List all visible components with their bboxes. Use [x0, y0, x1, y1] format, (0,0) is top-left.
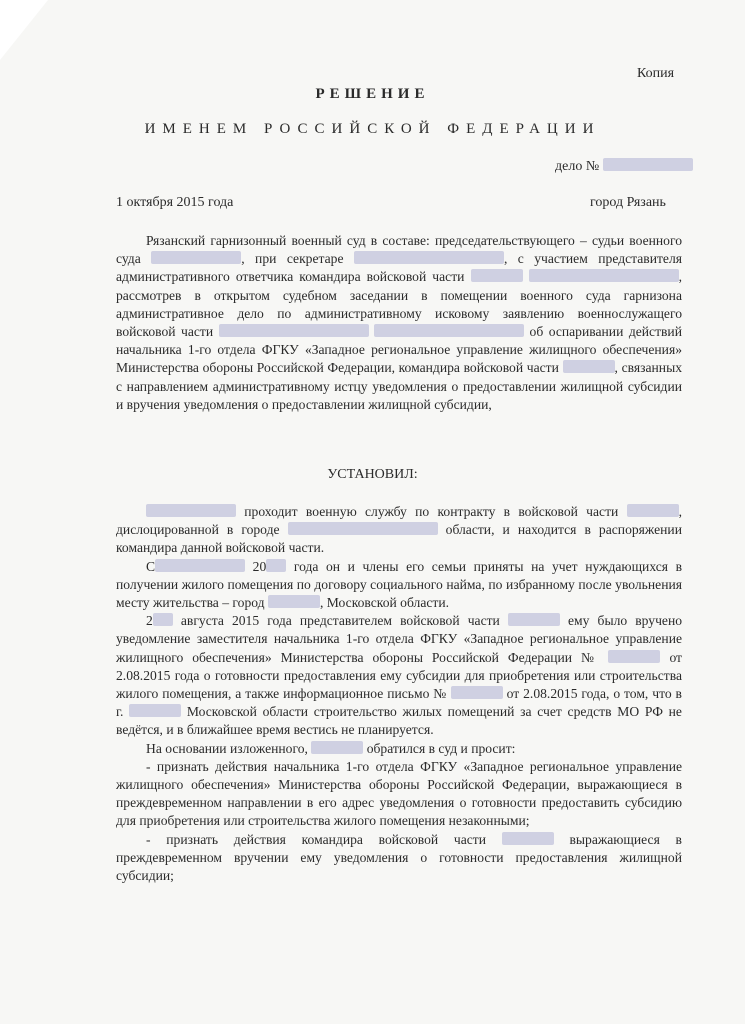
redaction — [146, 504, 236, 517]
folded-corner — [0, 0, 48, 60]
redaction — [266, 559, 286, 572]
redaction — [354, 251, 504, 264]
body-text — [116, 503, 682, 885]
paragraph: 2 августа 2015 года представителем войсковой части ему было вручено уведомление заместителя начальника 1-го отдела ФГКУ «Западное региональное управление жилищного обеспечения» Министерства обороны Российской Федерации № от 2.08.2015 года о готовности предоставления ему субсидии для приобретения или строительства жилого помещения, а также информационное письмо № от 2.08.2015 года, о том, что в г. Московской области строительство жилых помещений за счет средств МО РФ не ведётся, и в ближайшее время вестись не планируется. — [116, 613, 683, 738]
redaction — [608, 650, 660, 663]
intro-text: Рязанский гарнизонный военный суд в составе: председательствующего – судьи военного суда , при секретаре , с участием представителя административного ответчика командира войсковой части , рассмотрев в открытом судебном заседании в помещении военного суда гарнизона административное дело по административному исковому заявлению военнослужащего войсковой части об оспаривании действий начальника 1-го отдела ФГКУ «Западное региональное управление жилищного обеспечения» Министерства обороны Российской Федерации, командира войсковой части , связанных с направлением административному истцу уведомления о предоставлении жилищной субсидии и вручения уведомления о предоставлении жилищной субсидии, — [116, 233, 682, 412]
redaction — [451, 686, 503, 699]
redaction — [502, 832, 554, 845]
intro-paragraph — [116, 232, 682, 414]
redaction — [529, 269, 679, 282]
redaction — [627, 504, 679, 517]
paragraph: - признать действия командира войсковой части выражающиеся в преждевременном вручении ему уведомления о готовности предоставления жилищной субсидии; — [116, 831, 682, 884]
paragraph: На основании изложенного, обратился в суд и просит: — [146, 740, 516, 756]
document-title: РЕШЕНИЕ — [315, 86, 430, 102]
redaction — [129, 704, 181, 717]
decision-date: 1 октября 2015 года — [116, 195, 234, 210]
redaction — [155, 559, 245, 572]
document-subtitle: ИМЕНЕМ РОССИЙСКОЙ ФЕДЕРАЦИИ — [144, 121, 601, 137]
redaction — [603, 158, 693, 171]
redaction — [219, 324, 369, 337]
redaction — [153, 613, 173, 626]
section-heading: УСТАНОВИЛ: — [327, 467, 418, 482]
redaction — [151, 251, 241, 264]
paragraph: С 20 года он и члены его семьи приняты на учет нуждающихся в получении жилого помещения по договору социального найма, по избранному после увольнения месту жительства – город , Московской области. — [116, 558, 683, 611]
case-number — [555, 158, 693, 175]
redaction — [563, 360, 615, 373]
paragraph: - признать действия начальника 1-го отдела ФГКУ «Западное региональное управление жилищного обеспечения» Министерства обороны Российской Федерации, выражающиеся в преждевременном направлении в его адрес уведомления о готовности предоставить субсидию для приобретения или строительства жилого помещения незаконными; — [116, 758, 682, 829]
redaction — [508, 613, 560, 626]
redaction — [311, 741, 363, 754]
redaction — [471, 269, 523, 282]
redaction — [374, 324, 524, 337]
redaction — [268, 595, 320, 608]
copy-mark: Копия — [637, 66, 675, 81]
paragraph: проходит военную службу по контракту в войсковой части , дислоцированной в городе области, и находится в распоряжении командира данной войсковой части. — [116, 504, 682, 556]
decision-city: город Рязань — [590, 195, 666, 210]
case-label: дело № — [555, 159, 600, 174]
redaction — [288, 522, 438, 535]
